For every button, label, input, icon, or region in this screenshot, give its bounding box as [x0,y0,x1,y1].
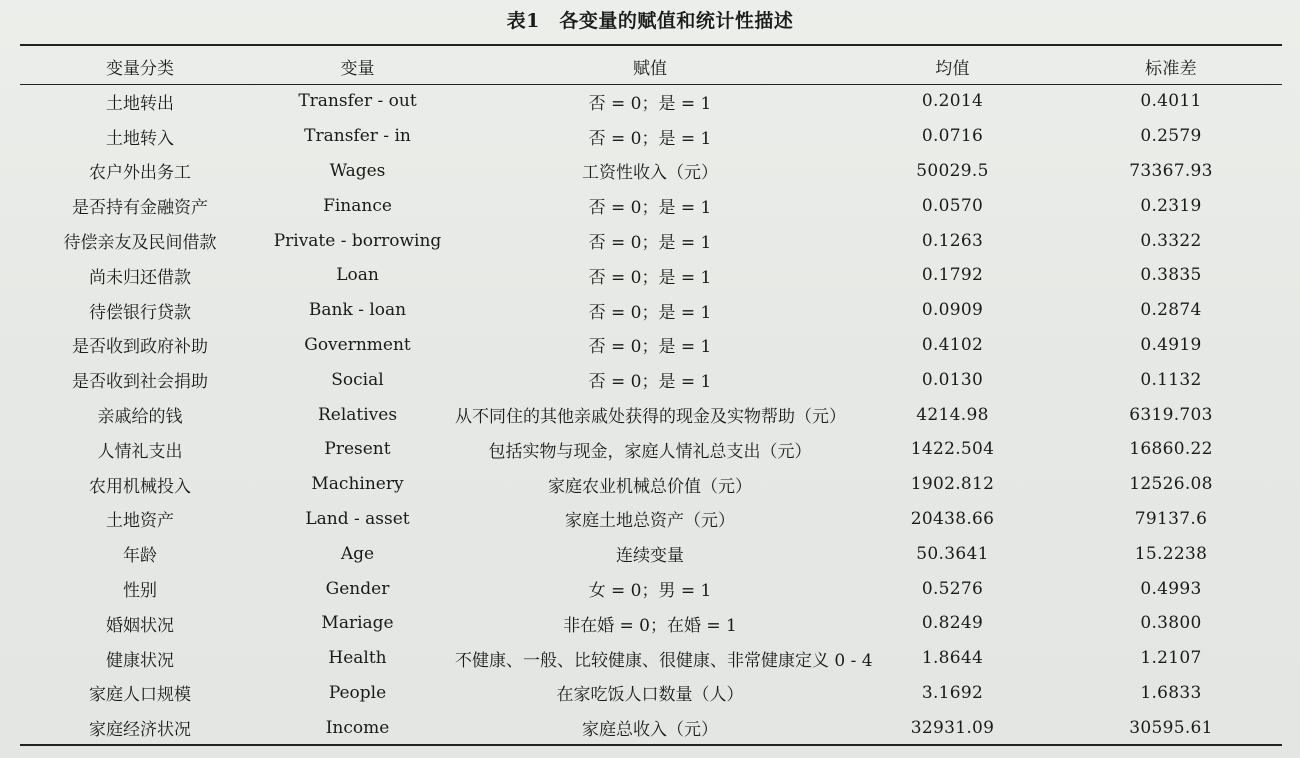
cell-variable: Finance [323,195,392,216]
cell-mean: 0.0130 [921,369,984,390]
cell-category: 农户外出务工 [89,163,191,184]
cell-assignment: 否 = 0；是 = 1 [588,302,712,323]
cell-mean: 50.3641 [916,543,989,564]
cell-assignment: 家庭土地总资产（元） [565,511,735,532]
cell-mean: 0.0570 [921,195,984,216]
table-row [20,258,1282,293]
cell-variable: Loan [336,265,379,286]
cell-variable: People [328,682,387,703]
cell-mean: 50029.5 [916,160,989,181]
cell-category: 待偿银行贷款 [89,302,191,323]
cell-variable: Transfer - out [298,91,417,112]
cell-category: 土地资产 [106,511,174,532]
table-caption: 表1 各变量的赋值和统计性描述 [506,10,794,32]
cell-sd: 0.2579 [1140,126,1202,147]
cell-category: 家庭人口规模 [89,685,191,706]
cell-category: 土地转入 [106,128,174,149]
header-assignment: 赋值 [633,58,667,79]
cell-assignment: 否 = 0；是 = 1 [588,233,712,254]
cell-sd: 12526.08 [1129,474,1213,495]
table-row [20,154,1282,189]
cell-variable: Mariage [321,613,394,634]
cell-sd: 0.2874 [1140,300,1202,321]
cell-assignment: 女 = 0；男 = 1 [588,581,712,602]
cell-sd: 0.3800 [1140,613,1202,634]
cell-sd: 30595.61 [1129,717,1213,738]
table-row [20,362,1282,397]
cell-assignment: 否 = 0；是 = 1 [588,93,712,114]
table-row [20,328,1282,363]
table-row [20,571,1282,606]
cell-category: 人情礼支出 [97,441,183,462]
cell-mean: 4214.98 [916,404,989,425]
header-category: 变量分类 [106,58,174,79]
cell-assignment: 否 = 0；是 = 1 [588,337,712,358]
cell-variable: Wages [329,160,386,181]
cell-mean: 1902.812 [910,474,995,495]
cell-sd: 0.2319 [1140,195,1202,216]
cell-category: 土地转出 [106,93,174,114]
cell-category: 亲戚给的钱 [97,407,183,428]
table-row [20,432,1282,467]
cell-mean: 0.2014 [921,91,984,112]
cell-mean: 20438.66 [910,508,995,529]
cell-sd: 16860.22 [1129,439,1213,460]
cell-mean: 0.4102 [921,334,984,355]
top-rule [20,44,1282,46]
cell-sd: 0.3835 [1140,265,1202,286]
cell-category: 家庭经济状况 [89,720,191,741]
cell-variable: Income [325,717,390,738]
cell-variable: Relatives [317,404,398,425]
cell-category: 健康状况 [106,650,174,671]
cell-variable: Present [324,439,391,460]
cell-sd: 0.1132 [1140,369,1202,390]
cell-sd: 0.4993 [1140,578,1202,599]
cell-assignment: 家庭农业机械总价值（元） [548,476,752,497]
cell-sd: 0.4011 [1140,91,1202,112]
table-row [20,223,1282,258]
cell-sd: 79137.6 [1134,508,1208,529]
cell-mean: 0.5276 [921,578,984,599]
header-sd: 标准差 [1145,58,1197,79]
cell-category: 是否收到政府补助 [72,337,208,358]
cell-mean: 0.1263 [921,230,984,251]
cell-variable: Bank - loan [308,300,407,321]
cell-assignment: 包括实物与现金，家庭人情礼总支出（元） [488,441,812,462]
cell-sd: 6319.703 [1129,404,1213,425]
cell-category: 尚未归还借款 [89,267,191,288]
cell-category: 是否持有金融资产 [72,198,208,219]
cell-variable: Government [304,334,411,355]
cell-sd: 73367.93 [1129,160,1213,181]
cell-mean: 32931.09 [910,717,995,738]
table-row [20,641,1282,676]
cell-mean: 0.0909 [921,300,984,321]
cell-mean: 0.0716 [921,126,984,147]
cell-assignment: 工资性收入（元） [582,163,718,184]
table-row [20,710,1282,745]
cell-variable: Land - asset [305,508,410,529]
table-row [20,536,1282,571]
table-body [20,84,1282,745]
cell-category: 是否收到社会捐助 [72,372,208,393]
cell-assignment: 从不同住的其他亲戚处获得的现金及实物帮助（元） [455,407,846,428]
table-row [20,502,1282,537]
table-row [20,676,1282,711]
cell-category: 待偿亲友及民间借款 [63,233,217,254]
cell-sd: 15.2238 [1134,543,1208,564]
cell-variable: Transfer - in [304,126,411,147]
cell-mean: 1.8644 [921,648,984,669]
cell-sd: 0.4919 [1140,334,1202,355]
table-row [20,606,1282,641]
cell-mean: 0.8249 [921,613,984,634]
table-row [20,84,1282,119]
cell-category: 婚姻状况 [106,615,174,636]
cell-variable: Age [340,543,375,564]
cell-assignment: 否 = 0；是 = 1 [588,128,712,149]
cell-assignment: 在家吃饭人口数量（人） [556,685,744,706]
cell-assignment: 否 = 0；是 = 1 [588,267,712,288]
cell-category: 农用机械投入 [89,476,191,497]
cell-mean: 0.1792 [921,265,984,286]
table-row [20,119,1282,154]
cell-variable: Health [328,648,387,669]
cell-sd: 1.2107 [1140,648,1202,669]
cell-assignment: 否 = 0；是 = 1 [588,372,712,393]
statistics-table [20,48,1282,745]
cell-variable: Machinery [311,474,404,495]
cell-category: 年龄 [123,546,157,567]
cell-assignment: 连续变量 [616,546,684,567]
cell-category: 性别 [123,581,157,602]
table-row [20,188,1282,223]
header-variable: 变量 [340,58,375,79]
table-row [20,467,1282,502]
cell-mean: 1422.504 [910,439,995,460]
cell-variable: Gender [325,578,390,599]
cell-assignment: 家庭总收入（元） [582,720,718,741]
cell-sd: 0.3322 [1140,230,1202,251]
cell-assignment: 不健康、一般、比较健康、很健康、非常健康定义 0 - 4 [455,650,873,671]
table-row [20,293,1282,328]
cell-assignment: 非在婚 = 0；在婚 = 1 [563,615,737,636]
cell-assignment: 否 = 0；是 = 1 [588,198,712,219]
cell-mean: 3.1692 [921,682,984,703]
cell-variable: Social [331,369,384,390]
cell-sd: 1.6833 [1140,682,1202,703]
table-row [20,397,1282,432]
cell-variable: Private - borrowing [273,230,442,251]
header-mean: 均值 [935,58,970,79]
table-header-row [20,48,1282,84]
